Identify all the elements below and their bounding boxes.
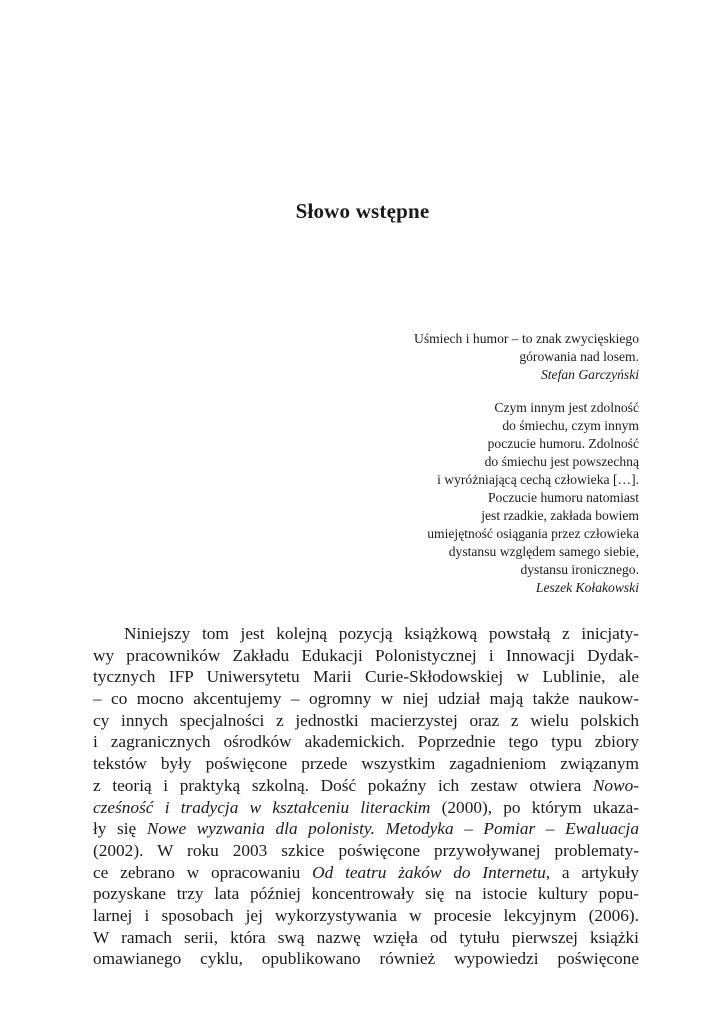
body-text: Niniejszy tom jest kolejną pozycją książkową powstałą z inicjaty- <box>124 624 639 643</box>
body-text: cy innych specjalności z jednostki macierzystej oraz z wielu polskich <box>93 710 639 730</box>
epigraph-line: do śmiechu jest powszechną <box>484 454 639 469</box>
body-text: W ramach serii, która swą nazwę wzięła od tytułu pierwszej książki <box>93 927 639 947</box>
body-line <box>93 797 639 819</box>
body-line <box>93 927 639 949</box>
body-line <box>93 753 639 775</box>
body-text: (2000), po którym ukaza- <box>430 797 640 817</box>
body-text: i zagranicznych ośrodków akademickich. Poprzednie tego typu zbiory <box>93 732 639 752</box>
body-line <box>93 645 639 667</box>
epigraph-line: dystansu ironicznego. <box>520 562 639 577</box>
book-title: Nowo- <box>592 775 639 795</box>
epigraph-line: poczucie humoru. Zdolność <box>487 436 639 451</box>
epigraph-line: dystansu względem samego siebie, <box>448 544 639 559</box>
body-text: omawianego cyklu, opublikowano również wypowiedzi poświęcone <box>93 949 639 969</box>
epigraph-line: umiejętność osiągania przez człowieka <box>427 526 639 541</box>
epigraph-line: do śmiechu, czym innym <box>502 418 639 433</box>
book-title: cześność i tradycja w kształceniu literackim <box>93 797 431 817</box>
body-text: (2002). W roku 2003 szkice poświęcone przywoływanej problematy- <box>93 840 639 860</box>
body-line <box>93 818 639 840</box>
body-line <box>93 905 639 927</box>
body-line <box>93 666 639 688</box>
epigraphs <box>319 330 639 597</box>
epigraph-kolakowski <box>319 399 639 597</box>
book-title: Nowe wyzwania dla polonisty. Metodyka – Pomiar – Ewaluacja <box>146 819 639 839</box>
body-line <box>93 862 639 884</box>
body-line <box>93 731 639 753</box>
body-text: tekstów były poświęcone przede wszystkim zagadnieniom związanym <box>93 754 639 774</box>
body-text: z teorią i praktyką szkolną. Dość pokaźny ich zestaw otwiera <box>93 775 593 795</box>
epigraph-author: Stefan Garczyński <box>540 367 639 382</box>
body-line <box>93 623 639 645</box>
body-text: larnej i sposobach jej wykorzystywania w procesie lekcyjnym (2006). <box>93 905 639 925</box>
body-text: ce zebrano w opracowaniu <box>93 862 313 882</box>
epigraph-line: Poczucie humoru natomiast <box>487 490 639 505</box>
epigraph-line: Uśmiech i humor – to znak zwycięskiego <box>414 331 639 346</box>
body-text: pozyskane trzy lata później koncentrowały się na istocie kultury popu- <box>93 884 639 904</box>
epigraph-line: jest rzadkie, zakłada bowiem <box>481 508 639 523</box>
epigraph-line: Czym innym jest zdolność <box>494 400 639 415</box>
book-title: Od teatru żaków do Internetu <box>312 862 546 882</box>
body-line <box>93 948 639 970</box>
body-line <box>93 775 639 797</box>
body-paragraph <box>93 623 639 970</box>
epigraph-line: i wyróżniającą cechą człowieka […]. <box>437 472 639 487</box>
epigraph-garczynski <box>319 330 639 384</box>
body-line <box>93 840 639 862</box>
body-text: , a artykuły <box>545 862 639 882</box>
body-line <box>93 710 639 732</box>
epigraph-line: górowania nad losem. <box>519 349 639 364</box>
body-line <box>93 883 639 905</box>
body-text: tycznych IFP Uniwersytetu Marii Curie-Skłodowskiej w Lublinie, ale <box>93 667 639 687</box>
body-line <box>93 688 639 710</box>
body-text: ły się <box>93 819 147 839</box>
epigraph-author: Leszek Kołakowski <box>535 580 639 595</box>
page-title: Słowo wstępne <box>295 199 430 223</box>
body-text: – co mocno akcentujemy – ogromny w niej udział mają także naukow- <box>93 689 639 709</box>
body-text: wy pracowników Zakładu Edukacji Polonistycznej i Innowacji Dydak- <box>93 645 639 665</box>
